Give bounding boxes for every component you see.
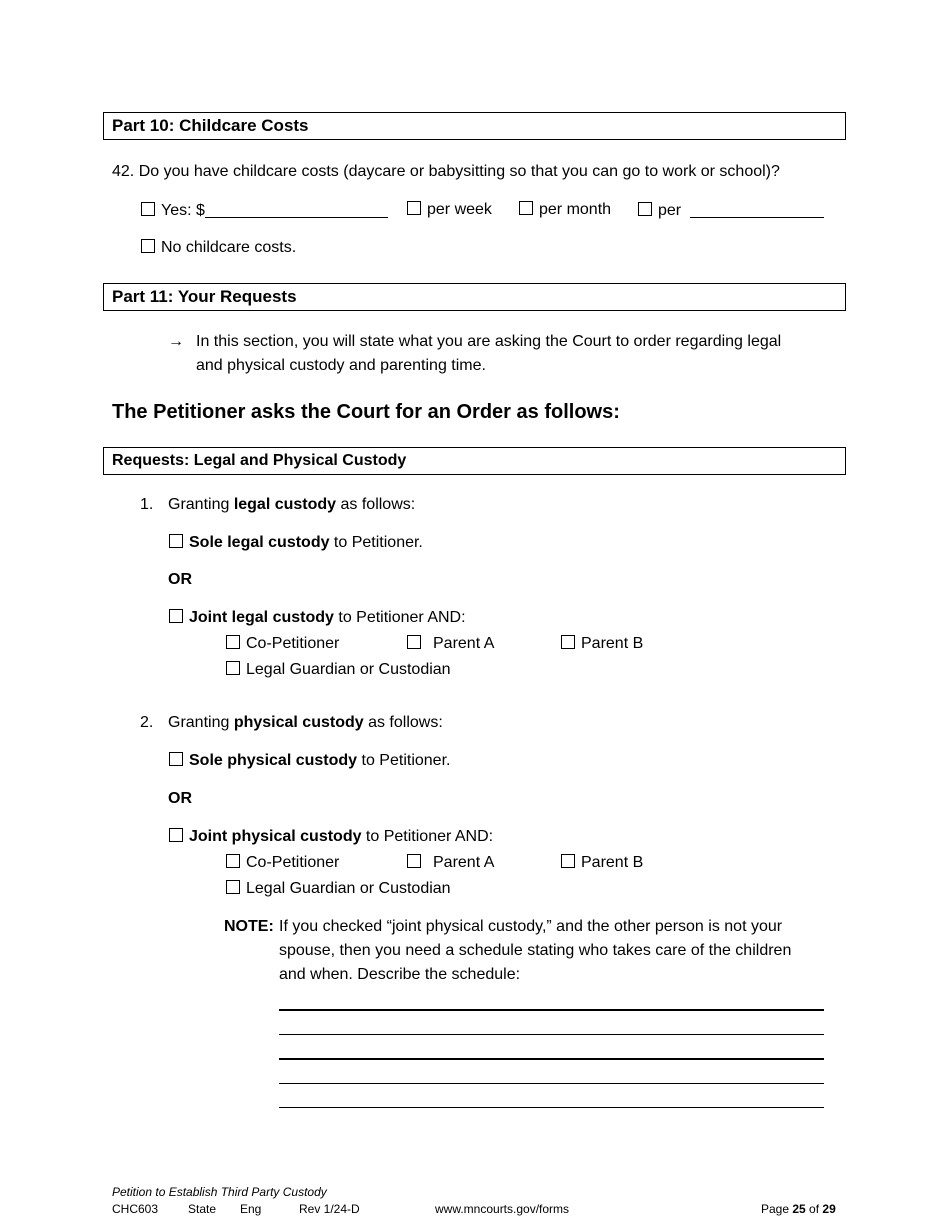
legal-or: OR (168, 571, 192, 588)
schedule-line-5[interactable] (279, 1107, 824, 1108)
footer-page: Page 25 of 29 (761, 1202, 836, 1216)
yes-checkbox[interactable] (141, 202, 155, 216)
per-other-checkbox[interactable] (638, 202, 652, 216)
physical-parent-b: Parent B (561, 854, 643, 872)
joint-physical-option: Joint physical custody to Petitioner AND: (169, 828, 493, 846)
joint-physical-checkbox[interactable] (169, 828, 183, 842)
note-line-3: and when. Describe the schedule: (279, 966, 521, 983)
physical-parent-a: Parent A (407, 854, 494, 872)
part11-header: Part 11: Your Requests (103, 283, 846, 311)
legal-title: Granting legal custody as follows: (168, 496, 416, 513)
sole-physical-checkbox[interactable] (169, 752, 183, 766)
per-month-option: per month (519, 201, 611, 219)
physical-co-petitioner: Co-Petitioner (226, 854, 339, 872)
per-other-field[interactable] (690, 201, 824, 218)
sole-legal-option: Sole legal custody to Petitioner. (169, 534, 423, 552)
schedule-line-3[interactable] (279, 1058, 824, 1060)
note-label: NOTE: (224, 918, 274, 935)
physical-guardian: Legal Guardian or Custodian (226, 880, 451, 898)
per-week-option: per week (407, 201, 492, 219)
physical-num: 2. (140, 714, 154, 731)
per-month-checkbox[interactable] (519, 201, 533, 215)
asks-heading: The Petitioner asks the Court for an Order as follows: (112, 401, 620, 423)
schedule-line-4[interactable] (279, 1083, 824, 1084)
physical-co-petitioner-checkbox[interactable] (226, 854, 240, 868)
legal-co-petitioner: Co-Petitioner (226, 635, 339, 653)
per-other-option: per (638, 201, 824, 220)
schedule-line-1[interactable] (279, 1009, 824, 1011)
childcare-yes-row (141, 201, 388, 220)
footer-code: CHC603 (112, 1202, 159, 1216)
amount-field[interactable] (205, 201, 388, 218)
part10-header: Part 10: Childcare Costs (103, 112, 846, 140)
legal-parent-a-checkbox[interactable] (407, 635, 421, 649)
intro-line-2: and physical custody and parenting time. (196, 357, 486, 374)
sole-physical-option: Sole physical custody to Petitioner. (169, 752, 450, 770)
question-42: 42. Do you have childcare costs (daycare or babysitting so that you can go to work or school)? (112, 163, 780, 180)
physical-guardian-checkbox[interactable] (226, 880, 240, 894)
no-childcare-checkbox[interactable] (141, 239, 155, 253)
physical-parent-b-checkbox[interactable] (561, 854, 575, 868)
legal-guardian-checkbox[interactable] (226, 661, 240, 675)
physical-title: Granting physical custody as follows: (168, 714, 443, 731)
physical-or: OR (168, 790, 192, 807)
footer-url: www.mncourts.gov/forms (435, 1202, 570, 1216)
sole-legal-checkbox[interactable] (169, 534, 183, 548)
legal-num: 1. (140, 496, 154, 513)
arrow-icon: → (168, 333, 184, 350)
requests-header: Requests: Legal and Physical Custody (103, 447, 846, 475)
schedule-line-2[interactable] (279, 1034, 824, 1035)
yes-label: Yes: $ (161, 202, 205, 219)
legal-parent-b: Parent B (561, 635, 643, 653)
footer-title: Petition to Establish Third Party Custody (112, 1185, 327, 1199)
physical-parent-a-checkbox[interactable] (407, 854, 421, 868)
note-line-1: If you checked “joint physical custody,” and the other person is not your (279, 918, 783, 935)
legal-parent-a: Parent A (407, 635, 494, 653)
legal-parent-b-checkbox[interactable] (561, 635, 575, 649)
joint-legal-option: Joint legal custody to Petitioner AND: (169, 609, 466, 627)
intro-line-1: In this section, you will state what you are asking the Court to order regarding legal (196, 333, 782, 350)
no-childcare-option: No childcare costs. (141, 239, 296, 257)
note-line-2: spouse, then you need a schedule stating who takes care of the children (279, 942, 792, 959)
legal-co-petitioner-checkbox[interactable] (226, 635, 240, 649)
footer-lang: Eng (240, 1202, 262, 1216)
footer-rev: Rev 1/24-D (299, 1202, 360, 1216)
joint-legal-checkbox[interactable] (169, 609, 183, 623)
per-week-checkbox[interactable] (407, 201, 421, 215)
legal-guardian: Legal Guardian or Custodian (226, 661, 451, 679)
footer-state: State (188, 1202, 217, 1216)
